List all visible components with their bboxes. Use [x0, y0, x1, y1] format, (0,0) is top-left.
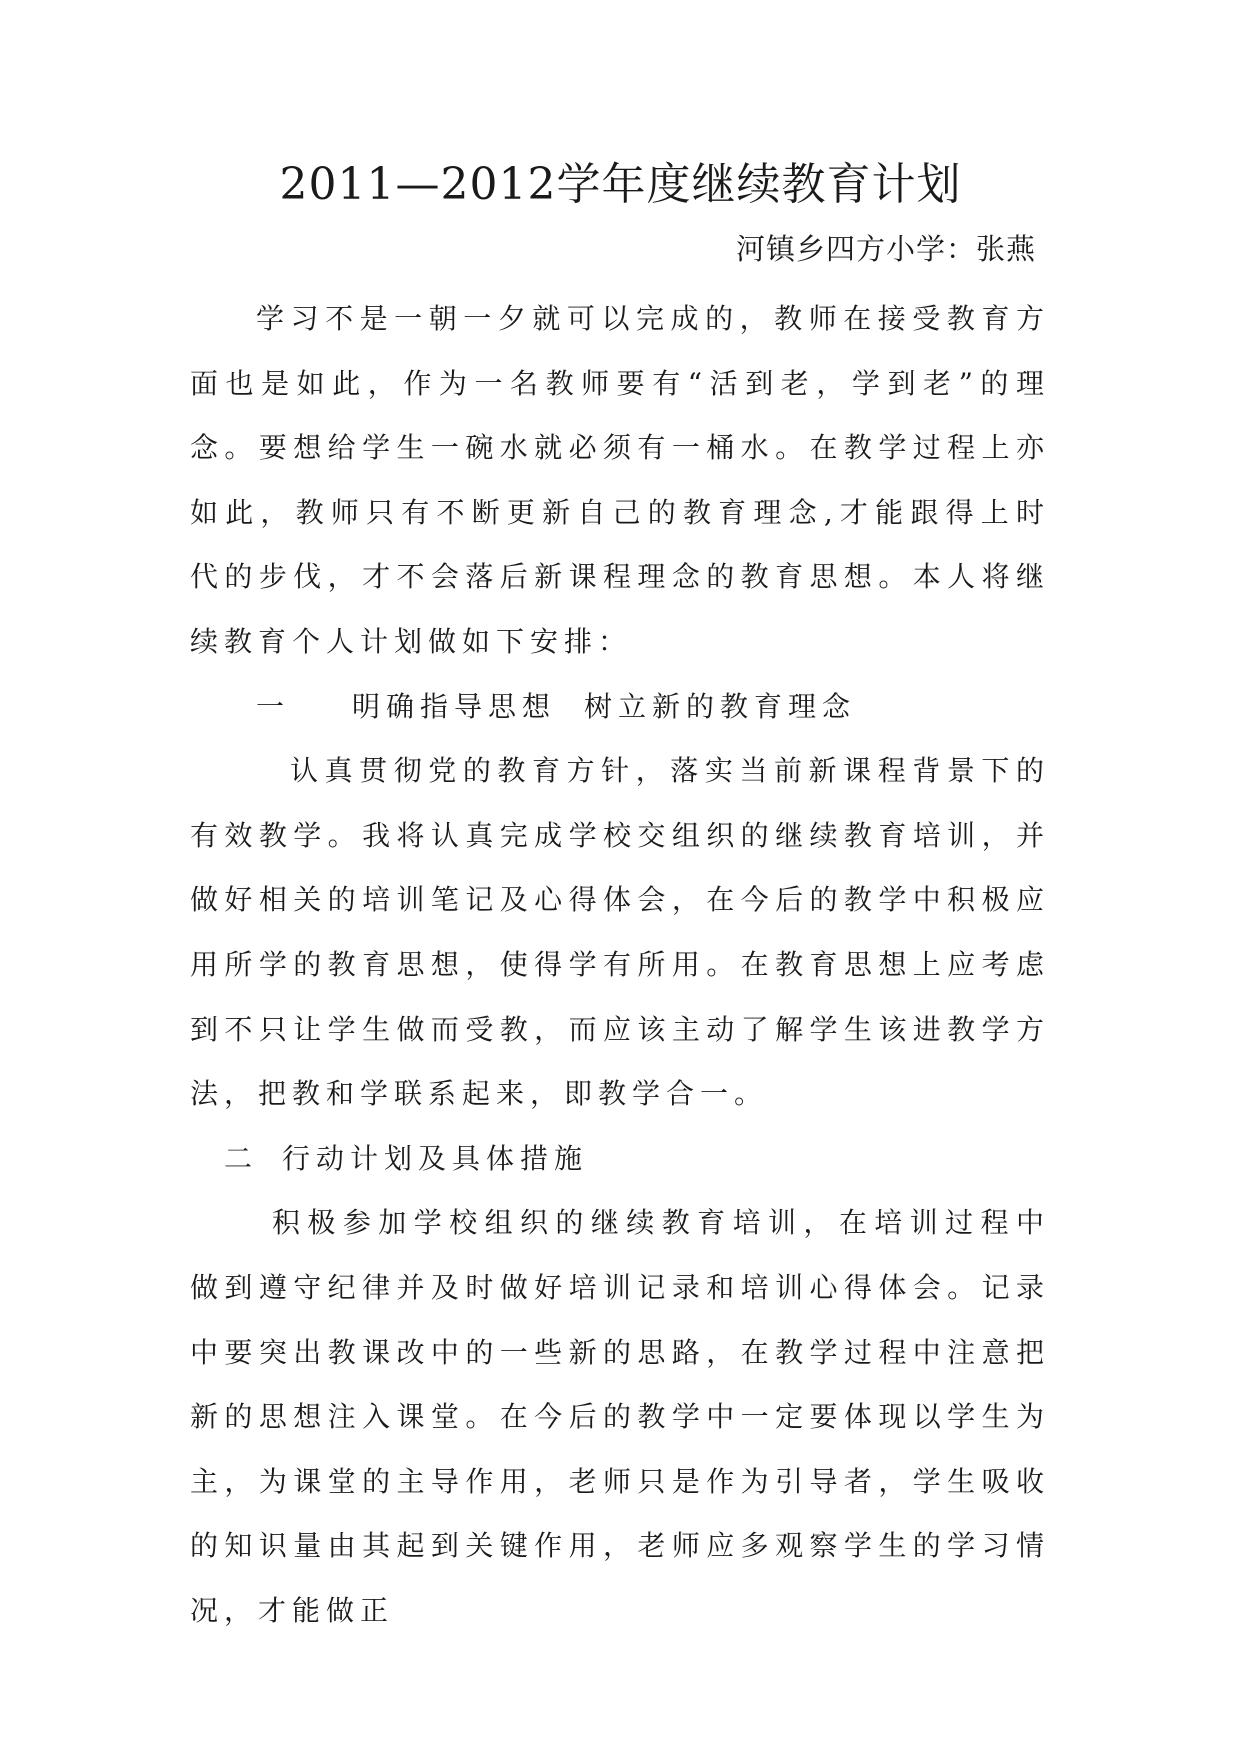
document-title: 2011—2012学年度继续教育计划	[279, 159, 962, 210]
section-2-number: 二	[224, 1141, 259, 1175]
section-1-heading	[190, 675, 1050, 740]
section-1-title-b: 树立新的教育理念	[584, 689, 857, 723]
section-1-number: 一	[256, 689, 291, 723]
section-2-paragraph: 积极参加学校组织的继续教育培训，在培训过程中做到遵守纪律并及时做好培训记录和培训心得体会。记录中要突出教课改中的一些新的思路，在教学过程中注意把新的思想注入课堂。在今后的教学中一定要体现以学生为主，为课堂的主导作用，老师只是作为引导者，学生吸收的知识量由其起到关键作用，老师应多观察学生的学习情况，才能做正	[190, 1206, 1050, 1627]
section-2-heading	[190, 1127, 1050, 1192]
author-line: 河镇乡四方小学：张燕	[735, 232, 1036, 266]
intro-paragraph: 学习不是一朝一夕就可以完成的，教师在接受教育方面也是如此，作为一名教师要有“活到老，学到老”的理念。要想给学生一碗水就必须有一桶水。在教学过程上亦如此，教师只有不断更新自己的教育理念,才能跟得上时代的步伐，才不会落后新课程理念的教育思想。本人将继续教育个人计划做如下安排：	[190, 302, 1050, 658]
document-body	[190, 287, 1050, 1643]
section-1-title-a: 明确指导思想	[352, 689, 557, 723]
section-2-title: 行动计划及具体措施	[282, 1141, 589, 1175]
section-1-paragraph: 认真贯彻党的教育方针，落实当前新课程背景下的有效教学。我将认真完成学校交组织的继续教育培训，并做好相关的培训笔记及心得体会，在今后的教学中积极应用所学的教育思想，使得学有所用。在教育思想上应考虑到不只让学生做而受教，而应该主动了解学生该进教学方法，把教和学联系起来，即教学合一。	[190, 754, 1050, 1111]
